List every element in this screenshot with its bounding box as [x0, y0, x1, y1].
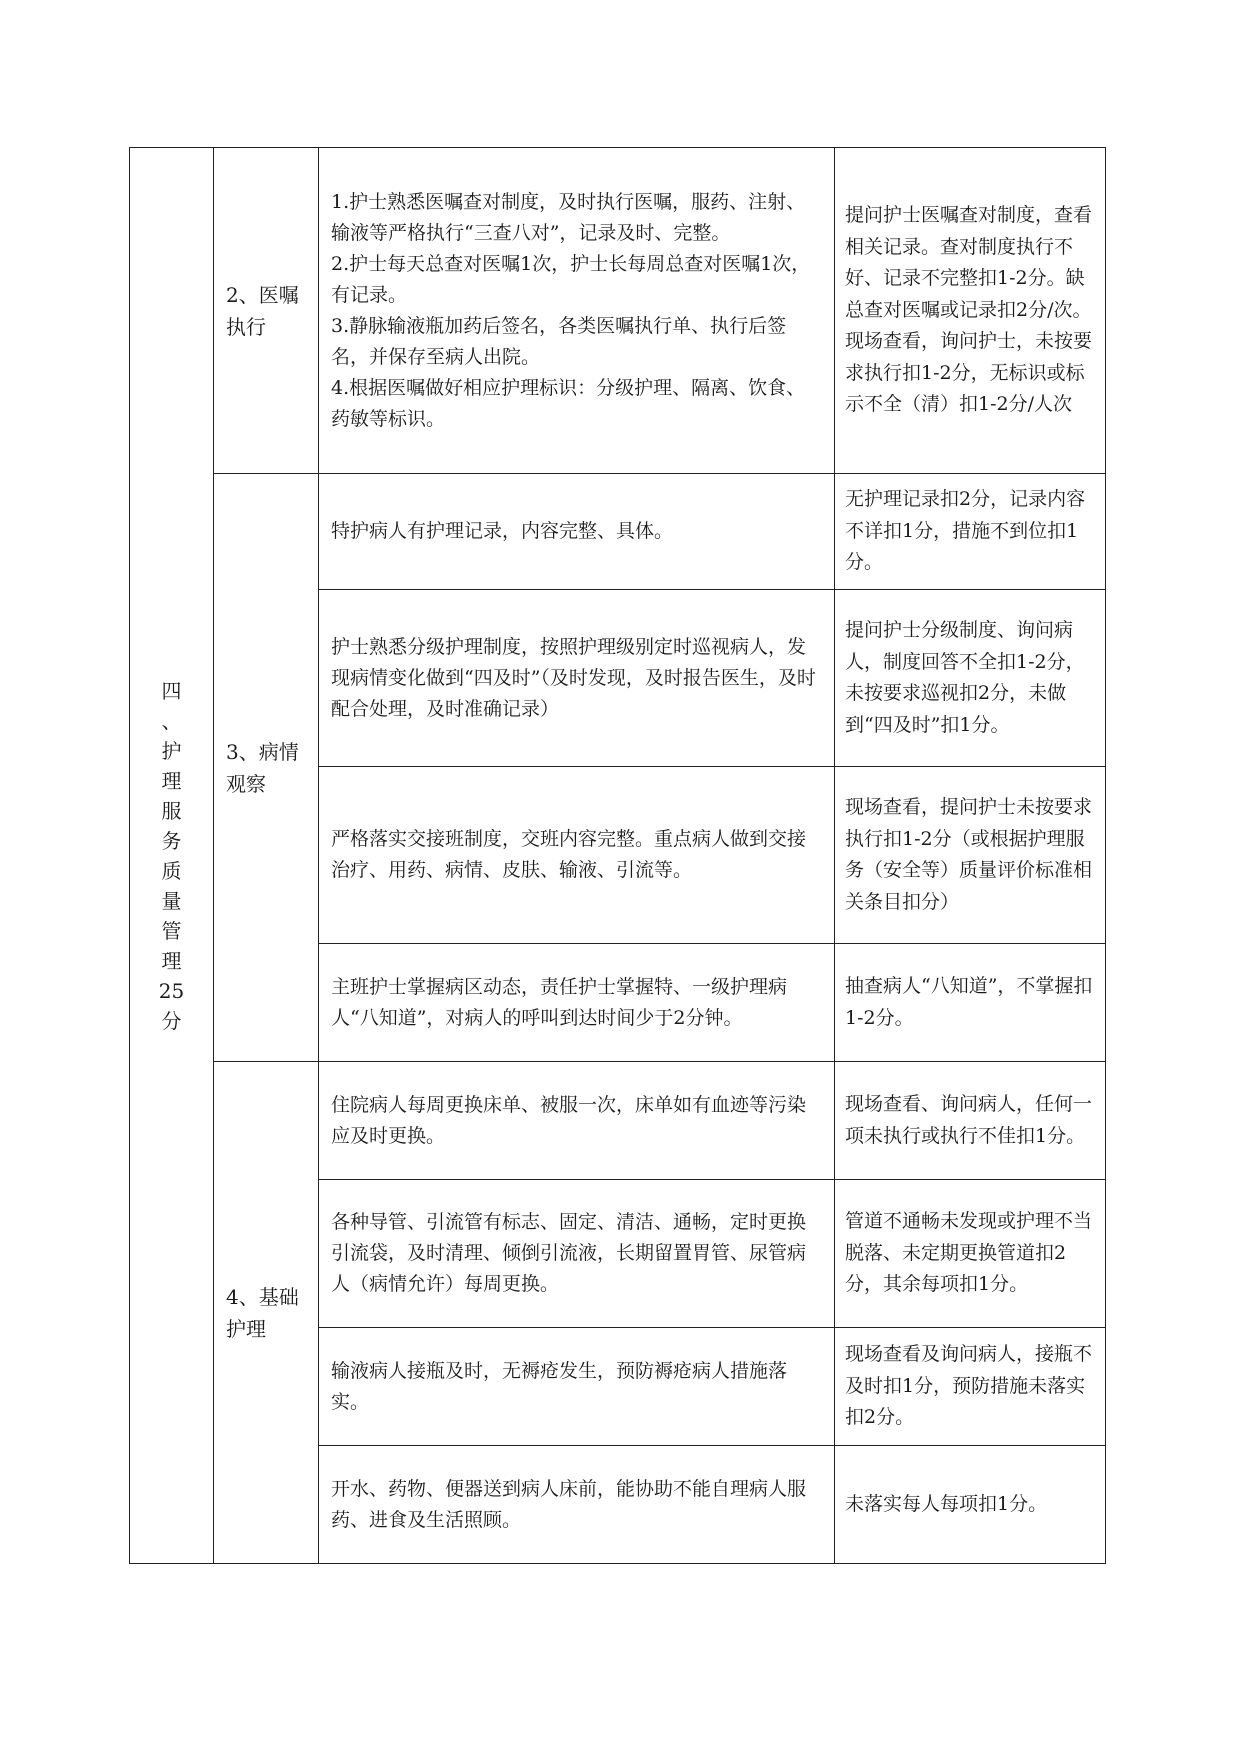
- category-char: 25: [158, 978, 185, 1003]
- requirement-cell: [319, 1328, 835, 1446]
- subcategory-cell: 2、医嘱执行: [214, 148, 319, 474]
- requirement-item: 3.静脉输液瓶加药后签名，各类医嘱执行单、执行后签名，并保存至病人出院。: [331, 314, 787, 368]
- requirement-cell: [319, 1180, 835, 1328]
- subcategory-cell: 3、病情观察: [214, 474, 319, 1062]
- scoring-cell: 无护理记录扣2分，记录内容不详扣1分，措施不到位扣1分。: [835, 474, 1106, 590]
- table-row: [130, 474, 1106, 590]
- category-char: 管: [161, 918, 182, 943]
- requirement-cell: [319, 944, 835, 1062]
- scoring-cell: 未落实每人每项扣1分。: [835, 1446, 1106, 1564]
- requirement-item: 2.护士每天总查对医嘱1次，护士长每周总查对医嘱1次，有记录。: [331, 252, 811, 306]
- scoring-cell: 管道不通畅未发现或护理不当脱落、未定期更换管道扣2分，其余每项扣1分。: [835, 1180, 1106, 1328]
- scoring-cell: 提问护士医嘱查对制度，查看相关记录。查对制度执行不好、记录不完整扣1-2分。缺总查对医嘱或记录扣2分/次。现场查看，询问护士，未按要求执行扣1-2分，无标识或标示不全（清）扣1-2分/人次: [835, 148, 1106, 474]
- category-char: 服: [161, 798, 182, 823]
- scoring-cell: 现场查看、询问病人，任何一项未执行或执行不佳扣1分。: [835, 1062, 1106, 1180]
- requirement-item: 特护病人有护理记录，内容完整、具体。: [331, 520, 674, 542]
- scoring-cell: 提问护士分级制度、询问病人，制度回答不全扣1-2分，未按要求巡视扣2分，未做到“四及时”扣1分。: [835, 590, 1106, 767]
- category-char: 量: [161, 888, 182, 913]
- category-char: 务: [161, 828, 182, 853]
- requirement-item: 护士熟悉分级护理制度，按照护理级别定时巡视病人，发现病情变化做到“四及时”（及时发现，及时报告医生，及时配合处理，及时准确记录）: [331, 635, 816, 720]
- category-char: 分: [161, 1008, 182, 1033]
- category-char: 护: [161, 738, 182, 763]
- category-char: 四: [161, 678, 182, 703]
- category-char: 理: [161, 948, 182, 973]
- requirement-item: 开水、药物、便器送到病人床前，能协助不能自理病人服药、进食及生活照顾。: [331, 1477, 807, 1531]
- scoring-cell: 现场查看及询问病人，接瓶不及时扣1分，预防措施未落实扣2分。: [835, 1328, 1106, 1446]
- requirement-cell: [319, 148, 835, 474]
- requirement-item: 严格落实交接班制度，交班内容完整。重点病人做到交接治疗、用药、病情、皮肤、输液、引流等。: [331, 828, 807, 881]
- requirement-item: 4.根据医嘱做好相应护理标识：分级护理、隔离、饮食、药敏等标识。: [331, 376, 806, 430]
- scoring-cell: 抽查病人“八知道”，不掌握扣1-2分。: [835, 944, 1106, 1062]
- requirement-item: 各种导管、引流管有标志、固定、清洁、通畅，定时更换引流袋，及时清理、倾倒引流液，长期留置胃管、尿管病人（病情允许）每周更换。: [331, 1211, 807, 1295]
- category-cell: [130, 148, 214, 1564]
- table-row: [130, 148, 1106, 474]
- requirement-item: 1.护士熟悉医嘱查对制度，及时执行医嘱，服药、注射、输液等严格执行“三查八对”，记录及时、完整。: [331, 190, 806, 244]
- requirement-item: 输液病人接瓶及时，无褥疮发生，预防褥疮病人措施落实。: [331, 1359, 788, 1413]
- requirement-item: 主班护士掌握病区动态，责任护士掌握特、一级护理病人“八知道”，对病人的呼叫到达时间少于2分钟。: [331, 975, 788, 1029]
- category-char: 质: [161, 858, 182, 883]
- requirement-item: 住院病人每周更换床单、被服一次，床单如有血迹等污染应及时更换。: [331, 1093, 807, 1147]
- scoring-cell: 现场查看，提问护士未按要求执行扣1-2分（或根据护理服务（安全等）质量评价标准相关条目扣分）: [835, 767, 1106, 944]
- subcategory-cell: 4、基础护理: [214, 1062, 319, 1564]
- category-char: 、: [161, 708, 182, 733]
- requirement-cell: [319, 767, 835, 944]
- requirement-cell: [319, 590, 835, 767]
- requirement-cell: [319, 1446, 835, 1564]
- requirement-cell: [319, 1062, 835, 1180]
- requirement-cell: [319, 474, 835, 590]
- nursing-quality-table: [129, 147, 1106, 1564]
- category-char: 理: [161, 768, 182, 793]
- table-row: [130, 1062, 1106, 1180]
